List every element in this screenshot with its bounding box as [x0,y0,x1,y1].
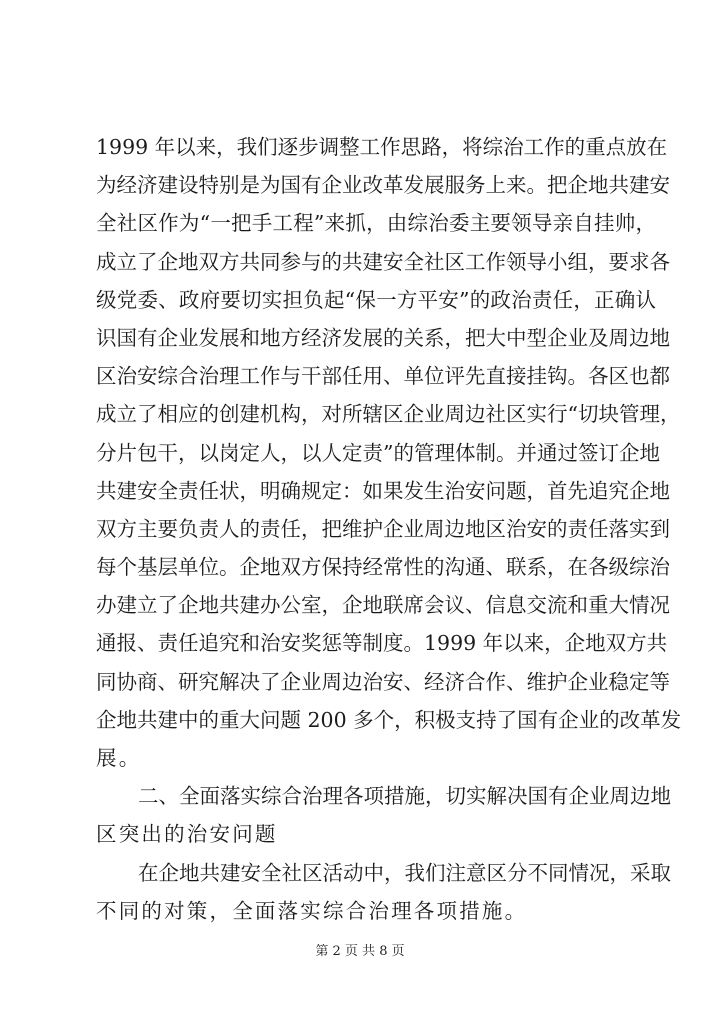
document-body [96,128,682,930]
text-line: 办建立了企地共建办公室，企地联席会议、信息交流和重大情况 [96,593,670,618]
section-heading-line: 区突出的治安问题 [96,822,278,847]
section-heading-line: 二、全面落实综合治理各项措施，切实解决国有企业周边地 [138,784,671,809]
text-line: 企地共建中的重大问题 200 多个，积极支持了国有企业的改革发 [96,707,682,732]
text-line: 成立了相应的创建机构，对所辖区企业周边社区实行“切块管理， [96,402,681,427]
text-line: 分片包干，以岗定人，以人定责”的管理体制。并通过签订企地 [96,440,660,465]
text-line: 展。 [96,746,142,770]
text-line: 在企地共建安全社区活动中，我们注意区分不同情况，采取 [138,860,671,885]
text-line: 1999 年以来，我们逐步调整工作思路，将综治工作的重点放在 [96,135,668,159]
text-line: 为经济建设特别是为国有企业改革发展服务上来。把企地共建安 [96,173,670,198]
text-line: 每个基层单位。企地双方保持经常性的沟通、联系，在各级综治 [96,555,670,580]
text-line: 识国有企业发展和地方经济发展的关系，把大中型企业及周边地 [96,325,670,350]
text-line: 双方主要负责人的责任，把维护企业周边地区治安的责任落实到 [96,516,670,541]
text-line: 全社区作为“一把手工程”来抓，由综治委主要领导亲自挂帅， [96,211,656,236]
text-line: 同协商、研究解决了企业周边治安、经济合作、维护企业稳定等 [96,669,670,694]
text-line: 级党委、政府要切实担负起“保一方平安”的政治责任，正确认 [96,287,656,312]
text-line: 通报、责任追究和治安奖惩等制度。1999 年以来，企地双方共 [96,631,668,656]
page-number-footer: 第 2 页 共 8 页 [315,944,405,959]
text-line: 不同的对策，全面落实综合治理各项措施。 [96,898,528,923]
text-line: 共建安全责任状，明确规定：如果发生治安问题，首先追究企地 [96,478,670,503]
text-line: 成立了企地双方共同参与的共建安全社区工作领导小组，要求各 [96,249,670,274]
text-line: 区治安综合治理工作与干部任用、单位评先直接挂钩。各区也都 [96,364,670,389]
